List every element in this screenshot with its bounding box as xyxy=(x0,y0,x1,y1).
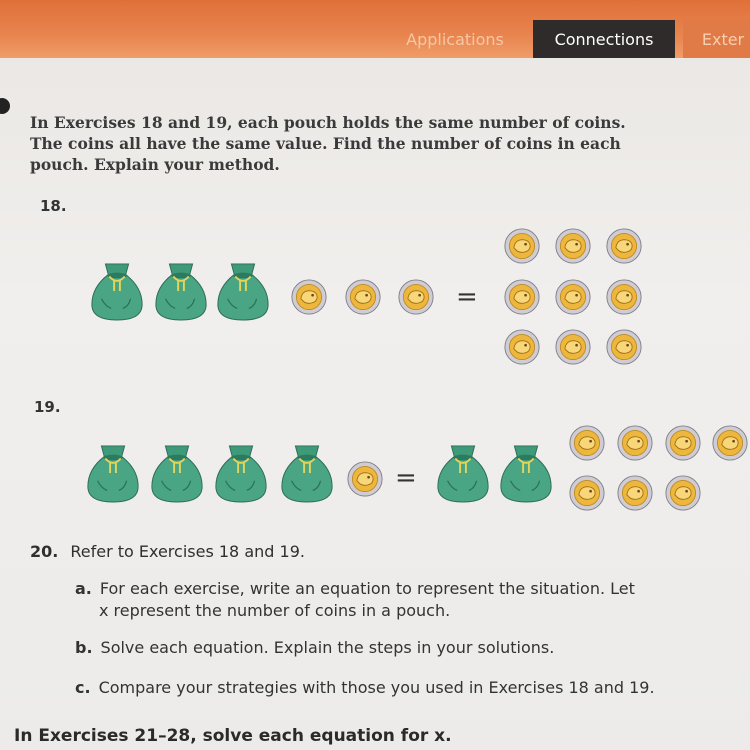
coin-icon xyxy=(555,279,591,315)
pouch-icon xyxy=(152,260,210,322)
tab-extensions[interactable]: Exter xyxy=(683,20,750,58)
equals-sign: = xyxy=(456,282,478,312)
question-20-text: Refer to Exercises 18 and 19. xyxy=(70,542,305,561)
intro-line-1: In Exercises 18 and 19, each pouch holds the same number of coins. xyxy=(30,113,626,132)
question-20-part-b xyxy=(75,637,675,659)
coin-icon xyxy=(504,329,540,365)
question-20-part-c xyxy=(75,677,675,699)
pouch-icon xyxy=(497,442,555,504)
pouch-icon xyxy=(148,442,206,504)
coin-icon xyxy=(504,279,540,315)
coin-icon xyxy=(345,279,381,315)
coin-icon xyxy=(665,475,701,511)
bullet-marker xyxy=(0,98,10,114)
coin-icon xyxy=(569,475,605,511)
coin-icon xyxy=(555,228,591,264)
part-label: a. xyxy=(75,579,92,598)
coin-icon xyxy=(606,228,642,264)
coin-icon xyxy=(555,329,591,365)
question-20 xyxy=(30,542,305,561)
coin-icon xyxy=(398,279,434,315)
coin-icon xyxy=(617,425,653,461)
pouch-icon xyxy=(84,442,142,504)
question-20-number: 20. xyxy=(30,542,59,561)
part-label: c. xyxy=(75,678,91,697)
exercise-19-number: 19. xyxy=(34,398,61,416)
part-text-continued: x represent the number of coins in a pouch. xyxy=(99,601,451,620)
pouch-icon xyxy=(214,260,272,322)
equals-sign: = xyxy=(395,463,417,493)
pouch-icon xyxy=(434,442,492,504)
coin-icon xyxy=(291,279,327,315)
header-bar xyxy=(0,0,750,58)
pouch-icon xyxy=(88,260,146,322)
pouch-icon xyxy=(212,442,270,504)
exercises-21-28-heading: In Exercises 21–28, solve each equation for x. xyxy=(14,726,452,746)
part-text: Solve each equation. Explain the steps in your solutions. xyxy=(100,638,555,657)
coin-icon xyxy=(504,228,540,264)
intro-line-2: The coins all have the same value. Find the number of coins in each xyxy=(30,134,621,153)
coin-icon xyxy=(347,461,383,497)
coin-icon xyxy=(712,425,748,461)
question-20-part-a xyxy=(75,578,675,622)
coin-icon xyxy=(569,425,605,461)
pouch-icon xyxy=(278,442,336,504)
part-label: b. xyxy=(75,638,93,657)
tab-applications[interactable]: Applications xyxy=(406,29,504,49)
coin-icon xyxy=(665,425,701,461)
coin-icon xyxy=(606,279,642,315)
exercise-18-number: 18. xyxy=(40,197,67,215)
part-text: Compare your strategies with those you used in Exercises 18 and 19. xyxy=(98,678,655,697)
part-text: For each exercise, write an equation to represent the situation. Let xyxy=(99,579,635,598)
tab-connections[interactable]: Connections xyxy=(533,20,675,58)
intro-line-3: pouch. Explain your method. xyxy=(30,155,280,174)
coin-icon xyxy=(606,329,642,365)
coin-icon xyxy=(617,475,653,511)
intro-text xyxy=(30,112,630,175)
